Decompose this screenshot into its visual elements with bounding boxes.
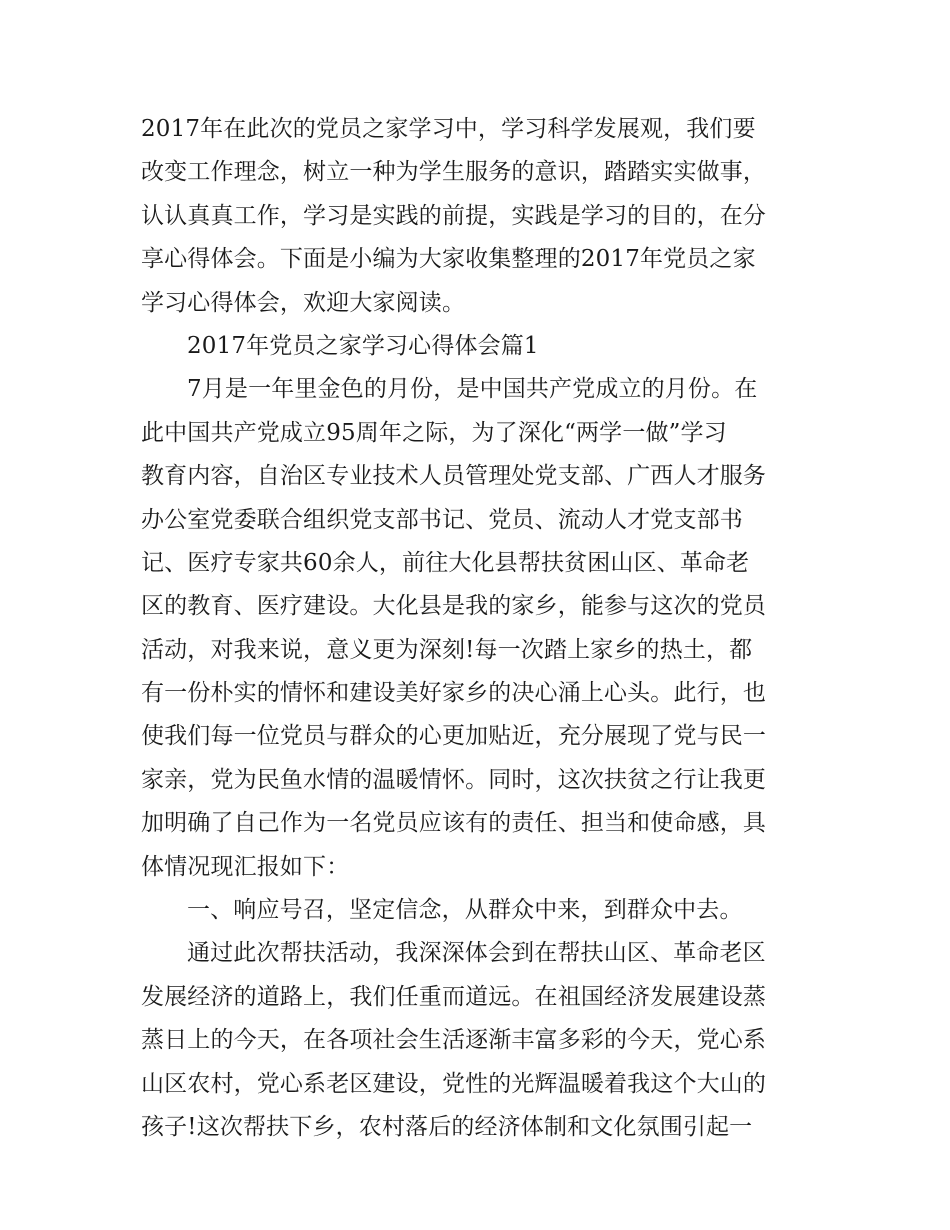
text-line: 2017年在此次的党员之家学习中，学习科学发展观，我们要 bbox=[141, 116, 756, 142]
text-line: 一、响应号召，坚定信念，从群众中来，到群众中去。 bbox=[187, 897, 743, 924]
text-line: 享心得体会。下面是小编为大家收集整理的2017年党员之家 bbox=[141, 246, 756, 273]
text-line: 学习心得体会，欢迎大家阅读。 bbox=[141, 289, 466, 316]
text-line: 使我们每一位党员与群众的心更加贴近，充分展现了党与民一 bbox=[141, 723, 767, 750]
text-line: 记、医疗专家共60余人，前往大化县帮扶贫困山区、革命老 bbox=[141, 549, 750, 576]
text-line: 孩子!这次帮扶下乡，农村落后的经济体制和文化氛围引起一 bbox=[141, 1113, 753, 1140]
text-line: 改变工作理念，树立一种为学生服务的意识，踏踏实实做事， bbox=[141, 159, 767, 186]
text-line: 发展经济的道路上，我们任重而道远。在祖国经济发展建设蒸 bbox=[141, 983, 767, 1010]
text-line: 教育内容，自治区专业技术人员管理处党支部、广西人才服务 bbox=[141, 463, 767, 490]
document-body bbox=[141, 108, 813, 1149]
text-line: 家亲，党为民鱼水情的温暖情怀。同时，这次扶贫之行让我更 bbox=[141, 766, 767, 793]
text-line: 区的教育、医疗建设。大化县是我的家乡，能参与这次的党员 bbox=[141, 593, 767, 620]
text-line: 体情况现汇报如下： bbox=[141, 853, 350, 880]
text-line: 活动，对我来说，意义更为深刻!每一次踏上家乡的热土，都 bbox=[141, 636, 753, 663]
text-line: 7月是一年里金色的月份，是中国共产党成立的月份。在 bbox=[187, 376, 758, 403]
text-line: 有一份朴实的情怀和建设美好家乡的决心涌上心头。此行，也 bbox=[141, 680, 767, 707]
text-line: 此中国共产党成立95周年之际，为了深化“两学一做”学习 bbox=[141, 419, 727, 446]
text-line: 山区农村，党心系老区建设，党性的光辉温暖着我这个大山的 bbox=[141, 1070, 767, 1097]
text-line: 认认真真工作，学习是实践的前提，实践是学习的目的，在分 bbox=[141, 202, 767, 229]
text-line: 蒸日上的今天，在各项社会生活逐渐丰富多彩的今天，党心系 bbox=[141, 1027, 767, 1054]
text-line: 办公室党委联合组织党支部书记、党员、流动人才党支部书 bbox=[141, 506, 743, 533]
text-line: 加明确了自己作为一名党员应该有的责任、担当和使命感，具 bbox=[141, 810, 767, 837]
text-line: 2017年党员之家学习心得体会篇1 bbox=[187, 332, 539, 359]
text-line: 通过此次帮扶活动，我深深体会到在帮扶山区、革命老区 bbox=[187, 940, 766, 967]
